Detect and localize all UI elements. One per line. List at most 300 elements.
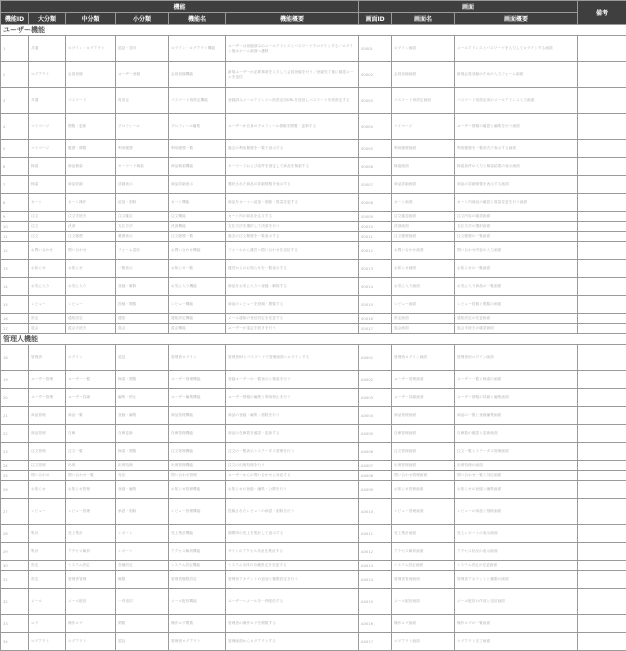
cell-screen-id: S0009 [359,212,392,222]
cell-major-category: マイページ [29,114,66,140]
header-function-id: 機能ID [1,13,29,25]
cell-function-name: 退会機能 [169,324,226,334]
cell-screen-summary: 利用履歴を一覧形式で表示する画面 [455,140,578,158]
cell-middle-category: 商品詳細 [66,176,116,194]
cell-remarks [578,461,626,471]
cell-middle-category: 会員登録 [66,62,116,88]
cell-minor-category: 退会 [116,324,169,334]
header-minor-category: 小分類 [116,13,169,25]
table-row [1,571,626,589]
cell-major-category: 管理者 [29,345,66,371]
cell-screen-id: S0002 [359,62,392,88]
cell-major-category: 注文管理 [29,443,66,461]
cell-screen-summary: 問い合わせ内容の入力画面 [455,242,578,260]
cell-remarks [578,561,626,571]
table-row [1,615,626,633]
cell-function-name: メール配信機能 [169,589,226,615]
cell-screen-name: お問い合わせ画面 [392,242,455,260]
cell-function-summary: 管理者の操作ログを閲覧する [226,615,359,633]
cell-screen-name: 売上集計画面 [392,525,455,543]
cell-function-id: 18 [1,345,29,371]
cell-minor-category: 注文確定 [116,212,169,222]
cell-function-name: お問い合わせ機能 [169,242,226,260]
table-row [1,260,626,278]
cell-function-name: パスワード再設定機能 [169,88,226,114]
cell-screen-name: アクセス解析画面 [392,543,455,561]
cell-minor-category: ユーザー登録 [116,62,169,88]
table-row [1,62,626,88]
group-header-screen: 画面 [359,1,578,13]
cell-minor-category: 出荷処理 [116,461,169,471]
cell-screen-id: S0016 [359,314,392,324]
table-row [1,633,626,651]
cell-screen-summary: カート内商品の確認と数量変更を行う画面 [455,194,578,212]
cell-screen-id: A0014 [359,571,392,589]
cell-screen-summary: 問い合わせ一覧と対応画面 [455,471,578,481]
cell-minor-category: 権限 [116,571,169,589]
cell-minor-category: レポート [116,525,169,543]
cell-screen-name: ユーザー詳細画面 [392,389,455,407]
cell-function-id: 15 [1,296,29,314]
cell-function-name: ユーザー管理機能 [169,371,226,389]
cell-screen-name: 問い合わせ管理画面 [392,471,455,481]
cell-function-id: 34 [1,633,29,651]
cell-function-name: 管理者権限設定 [169,571,226,589]
cell-minor-category: 再設定 [116,88,169,114]
cell-minor-category: 認証・認可 [116,36,169,62]
cell-function-id: 10 [1,222,29,232]
cell-minor-category: 登録・編集 [116,407,169,425]
cell-function-summary: ユーザーからの問い合わせに対応する [226,471,359,481]
cell-middle-category: 操作ログ [66,615,116,633]
cell-screen-name: ログイン画面 [392,36,455,62]
cell-function-name: 管理者ログアウト [169,633,226,651]
cell-major-category: お問い合わせ [29,242,66,260]
cell-function-id: 7 [1,176,29,194]
cell-function-name: 商品管理機能 [169,407,226,425]
cell-screen-id: A0003 [359,389,392,407]
cell-screen-name: メール配信画面 [392,589,455,615]
cell-minor-category: フォーム送信 [116,242,169,260]
cell-screen-name: レビュー画面 [392,296,455,314]
cell-function-summary: ユーザーは登録済みのメールアドレスとパスワードでログインする／ログイン後はホーム画面へ遷移 [226,36,359,62]
cell-remarks [578,296,626,314]
cell-major-category: お気に入り [29,278,66,296]
cell-minor-category: 検索・閲覧 [116,371,169,389]
cell-major-category: 共通 [29,36,66,62]
cell-minor-category: 対応 [116,471,169,481]
cell-middle-category: お知らせ管理 [66,481,116,499]
cell-screen-summary: 在庫数の確認と更新画面 [455,425,578,443]
cell-minor-category: 支払方法 [116,222,169,232]
table-row [1,140,626,158]
cell-function-summary: キーワードおよび条件を指定して商品を検索する [226,158,359,176]
cell-function-id: 19 [1,371,29,389]
cell-screen-summary: 操作ログの一覧画面 [455,615,578,633]
cell-remarks [578,525,626,543]
cell-function-id: 4 [1,114,29,140]
cell-minor-category: 詳細表示 [116,176,169,194]
cell-screen-summary: お気に入り商品の一覧画面 [455,278,578,296]
cell-screen-summary: アクセス状況の表示画面 [455,543,578,561]
header-screen-name: 画面名 [392,13,455,25]
cell-screen-id: A0002 [359,371,392,389]
cell-function-name: 商品詳細表示 [169,176,226,194]
cell-screen-id: S0010 [359,222,392,232]
cell-screen-id: S0014 [359,278,392,296]
cell-function-summary: 期間別の売上を集計して表示する [226,525,359,543]
cell-major-category: レビュー [29,499,66,525]
cell-screen-id: S0017 [359,324,392,334]
cell-major-category: ユーザー管理 [29,389,66,407]
cell-screen-summary: 商品の詳細情報を表示する画面 [455,176,578,194]
cell-screen-id: S0003 [359,88,392,114]
cell-function-summary: ユーザー情報の編集と利用停止を行う [226,389,359,407]
cell-function-summary: ユーザーが退会手続きを行う [226,324,359,334]
section-title: ユーザー機能 [1,25,626,36]
cell-middle-category: 商品一覧 [66,407,116,425]
cell-function-summary: 運営からのお知らせを一覧表示する [226,260,359,278]
cell-function-id: 8 [1,194,29,212]
cell-screen-id: A0001 [359,345,392,371]
cell-major-category: メール [29,589,66,615]
cell-screen-id: A0005 [359,425,392,443]
cell-function-id: 20 [1,389,29,407]
cell-major-category: 問い合わせ [29,471,66,481]
table-row [1,471,626,481]
cell-function-id: 26 [1,481,29,499]
cell-screen-summary: 管理者アカウントと権限の画面 [455,571,578,589]
cell-remarks [578,212,626,222]
table-row [1,589,626,615]
cell-screen-summary: お知らせの登録と編集画面 [455,481,578,499]
cell-remarks [578,407,626,425]
cell-screen-id: A0010 [359,499,392,525]
cell-remarks [578,443,626,461]
cell-screen-id: A0016 [359,615,392,633]
cell-middle-category: 履歴・閲覧 [66,140,116,158]
cell-screen-id: S0015 [359,296,392,314]
cell-function-id: 32 [1,589,29,615]
cell-screen-summary: 管理者用ログイン画面 [455,345,578,371]
cell-screen-summary: レビュー投稿と閲覧の画面 [455,296,578,314]
cell-remarks [578,471,626,481]
cell-remarks [578,176,626,194]
cell-screen-name: お知らせ管理画面 [392,481,455,499]
cell-middle-category: レビュー [66,296,116,314]
cell-function-name: お知らせ管理機能 [169,481,226,499]
cell-function-id: 17 [1,324,29,334]
cell-screen-name: 検索画面 [392,158,455,176]
cell-screen-name: 注文確認画面 [392,212,455,222]
cell-function-summary: ユーザーへメールを一斉配信する [226,589,359,615]
cell-function-summary: 過去の注文履歴を一覧表示する [226,232,359,242]
section-header [1,334,626,345]
cell-function-summary: 商品の在庫数を確認・更新する [226,425,359,443]
cell-screen-id: S0011 [359,232,392,242]
cell-function-name: システム設定機能 [169,561,226,571]
cell-screen-id: S0013 [359,260,392,278]
table-row [1,407,626,425]
cell-screen-id: A0015 [359,589,392,615]
table-row [1,461,626,471]
cell-function-id: 2 [1,62,29,88]
cell-middle-category: システム設定 [66,561,116,571]
table-row [1,232,626,242]
cell-middle-category: 注文一覧 [66,443,116,461]
cell-minor-category: 編集・停止 [116,389,169,407]
cell-function-id: 27 [1,499,29,525]
cell-major-category: 共通 [29,88,66,114]
cell-screen-name: マイページ [392,114,455,140]
cell-middle-category: ユーザー一覧 [66,371,116,389]
cell-major-category: 設定 [29,314,66,324]
cell-screen-id: S0008 [359,194,392,212]
cell-screen-summary: ユーザー情報の詳細と編集画面 [455,389,578,407]
table-row [1,481,626,499]
cell-minor-category: 通知 [116,314,169,324]
cell-middle-category: ユーザー詳細 [66,389,116,407]
cell-function-id: 22 [1,425,29,443]
table-body [1,25,626,651]
cell-function-summary: 新規ユーザーが必要事項を入力して会員登録を行う／登録完了後に確認メールを送信 [226,62,359,88]
cell-screen-name: 利用履歴画面 [392,140,455,158]
cell-function-id: 30 [1,561,29,571]
cell-function-name: 注文管理機能 [169,443,226,461]
cell-major-category: 設定 [29,561,66,571]
cell-middle-category: レビュー管理 [66,499,116,525]
table-row [1,158,626,176]
cell-screen-summary: 注文履歴の一覧画面 [455,232,578,242]
cell-screen-name: 注文管理画面 [392,443,455,461]
cell-middle-category: 退会手続き [66,324,116,334]
cell-screen-name: 商品管理画面 [392,407,455,425]
table-row [1,324,626,334]
table-row [1,36,626,62]
cell-function-id: 28 [1,525,29,543]
cell-remarks [578,371,626,389]
cell-minor-category: 一覧表示 [116,260,169,278]
cell-major-category: マイページ [29,140,66,158]
cell-function-name: レビュー機能 [169,296,226,314]
cell-major-category: 退会 [29,324,66,334]
cell-major-category: お知らせ [29,481,66,499]
cell-function-summary: 選択された商品の詳細情報を表示する [226,176,359,194]
cell-function-id: 31 [1,571,29,589]
cell-screen-id: A0006 [359,443,392,461]
cell-screen-name: 退会画面 [392,324,455,334]
cell-minor-category: 認証 [116,633,169,651]
cell-function-name: 出荷管理機能 [169,461,226,471]
cell-middle-category: 管理者管理 [66,571,116,589]
cell-screen-id: A0004 [359,407,392,425]
cell-minor-category: 投稿・閲覧 [116,296,169,314]
cell-minor-category: 履歴表示 [116,232,169,242]
cell-function-summary: システム全体の各種設定を変更する [226,561,359,571]
cell-function-id: 13 [1,260,29,278]
cell-function-summary: 管理画面からログアウトする [226,633,359,651]
cell-screen-summary: ユーザー一覧と検索の画面 [455,371,578,389]
cell-function-id: 14 [1,278,29,296]
cell-middle-category: お知らせ [66,260,116,278]
header-screen-id: 画面ID [359,13,392,25]
cell-screen-summary: 出荷処理の画面 [455,461,578,471]
cell-screen-summary: お知らせの一覧画面 [455,260,578,278]
cell-function-id: 21 [1,407,29,425]
cell-screen-id: S0005 [359,140,392,158]
cell-major-category: 注文 [29,232,66,242]
cell-middle-category: アクセス解析 [66,543,116,561]
cell-middle-category: メール配信 [66,589,116,615]
cell-remarks [578,232,626,242]
cell-screen-name: システム設定画面 [392,561,455,571]
cell-screen-summary: 注文内容の確認画面 [455,212,578,222]
cell-remarks [578,499,626,525]
cell-function-name: お気に入り機能 [169,278,226,296]
cell-major-category: 商品管理 [29,407,66,425]
table-row [1,212,626,222]
cell-middle-category: 在庫 [66,425,116,443]
cell-remarks [578,36,626,62]
cell-function-summary: 投稿されたレビューの承認・削除を行う [226,499,359,525]
cell-function-summary: 注文の出荷処理を行う [226,461,359,471]
cell-middle-category: ログイン・ログアウト [66,36,116,62]
cell-remarks [578,278,626,296]
cell-function-summary: メール通知の受信設定を変更する [226,314,359,324]
cell-function-summary: 商品の登録・編集・削除を行う [226,407,359,425]
cell-minor-category: 認証 [116,345,169,371]
cell-major-category: レビュー [29,296,66,314]
header-major-category: 大分類 [29,13,66,25]
cell-screen-name: お知らせ画面 [392,260,455,278]
cell-major-category: 検索 [29,176,66,194]
cell-screen-summary: メールアドレスとパスワードを入力してログインする画面 [455,36,578,62]
cell-screen-summary: 商品の一覧と登録編集画面 [455,407,578,425]
cell-function-name: アクセス解析機能 [169,543,226,561]
cell-function-id: 29 [1,543,29,561]
table-row [1,345,626,371]
cell-screen-name: ユーザー管理画面 [392,371,455,389]
cell-screen-id: A0011 [359,525,392,543]
cell-screen-name: 出荷管理画面 [392,461,455,471]
cell-function-name: 問い合わせ管理 [169,471,226,481]
cell-middle-category: 決済 [66,222,116,232]
cell-function-name: 管理者ログイン [169,345,226,371]
cell-minor-category: 登録・編集 [116,481,169,499]
cell-remarks [578,589,626,615]
table-row [1,561,626,571]
cell-screen-name: ログアウト画面 [392,633,455,651]
table-row [1,525,626,543]
header-function-name: 機能名 [169,13,226,25]
cell-remarks [578,242,626,260]
cell-function-id: 25 [1,471,29,481]
header-screen-summary: 画面概要 [455,13,578,25]
cell-remarks [578,615,626,633]
cell-function-name: レビュー管理機能 [169,499,226,525]
table-row [1,296,626,314]
cell-middle-category: 出荷 [66,461,116,471]
header-remarks: 備考 [578,1,626,25]
cell-middle-category: カート操作 [66,194,116,212]
cell-function-summary: 商品をカートへ追加・削除・数量変更する [226,194,359,212]
cell-minor-category: 一斉送信 [116,589,169,615]
cell-major-category: ログアウト [29,633,66,651]
cell-function-id: 1 [1,36,29,62]
cell-remarks [578,314,626,324]
cell-remarks [578,345,626,371]
cell-screen-id: S0006 [359,158,392,176]
cell-minor-category: 各種設定 [116,561,169,571]
cell-function-summary: カート内の商品を注文する [226,212,359,222]
cell-remarks [578,571,626,589]
cell-remarks [578,543,626,561]
cell-function-summary: 商品をお気に入りへ登録・解除する [226,278,359,296]
cell-middle-category: 問い合わせ [66,242,116,260]
cell-minor-category: 閲覧 [116,615,169,633]
cell-function-summary: 管理者アカウントの追加と権限設定を行う [226,571,359,589]
cell-function-name: 会員登録機能 [169,62,226,88]
header-function-summary: 機能概要 [226,13,359,25]
cell-major-category: 集計 [29,525,66,543]
cell-function-summary: 支払方法を選択して決済を行う [226,222,359,232]
cell-screen-summary: 売上レポートの表示画面 [455,525,578,543]
table-row [1,222,626,232]
cell-function-name: 利用履歴一覧 [169,140,226,158]
cell-remarks [578,481,626,499]
cell-major-category: ユーザー管理 [29,371,66,389]
cell-function-name: 注文履歴一覧 [169,232,226,242]
cell-screen-summary: 退会手続きの確認画面 [455,324,578,334]
cell-major-category: 検索 [29,158,66,176]
cell-function-summary: 過去の利用履歴を一覧で表示する [226,140,359,158]
table-row [1,176,626,194]
cell-minor-category: 登録・解除 [116,278,169,296]
cell-screen-id: S0007 [359,176,392,194]
cell-function-summary: フォームから運営へ問い合わせを送信する [226,242,359,260]
cell-screen-name: 注文履歴画面 [392,232,455,242]
cell-function-id: 11 [1,232,29,242]
cell-function-id: 23 [1,443,29,461]
cell-screen-id: A0009 [359,481,392,499]
cell-remarks [578,62,626,88]
table-row [1,543,626,561]
cell-remarks [578,222,626,232]
table-row [1,389,626,407]
cell-middle-category: 閲覧・更新 [66,114,116,140]
cell-function-name: 商品検索機能 [169,158,226,176]
cell-minor-category: レポート [116,543,169,561]
cell-screen-id: A0008 [359,471,392,481]
cell-function-id: 33 [1,615,29,633]
group-header-function: 機能 [1,1,359,13]
cell-screen-name: 商品詳細画面 [392,176,455,194]
table-row [1,425,626,443]
header-middle-category: 中分類 [66,13,116,25]
cell-function-id: 9 [1,212,29,222]
cell-function-name: 売上集計機能 [169,525,226,543]
cell-function-summary: 注文の一覧表示とステータス管理を行う [226,443,359,461]
cell-middle-category: 注文履歴 [66,232,116,242]
cell-screen-name: 管理者管理画面 [392,571,455,589]
cell-screen-id: S0004 [359,114,392,140]
cell-function-name: お知らせ一覧 [169,260,226,278]
table-row [1,194,626,212]
cell-screen-id: S0001 [359,36,392,62]
cell-minor-category: 追加・削除 [116,194,169,212]
table-row [1,88,626,114]
cell-function-id: 3 [1,88,29,114]
